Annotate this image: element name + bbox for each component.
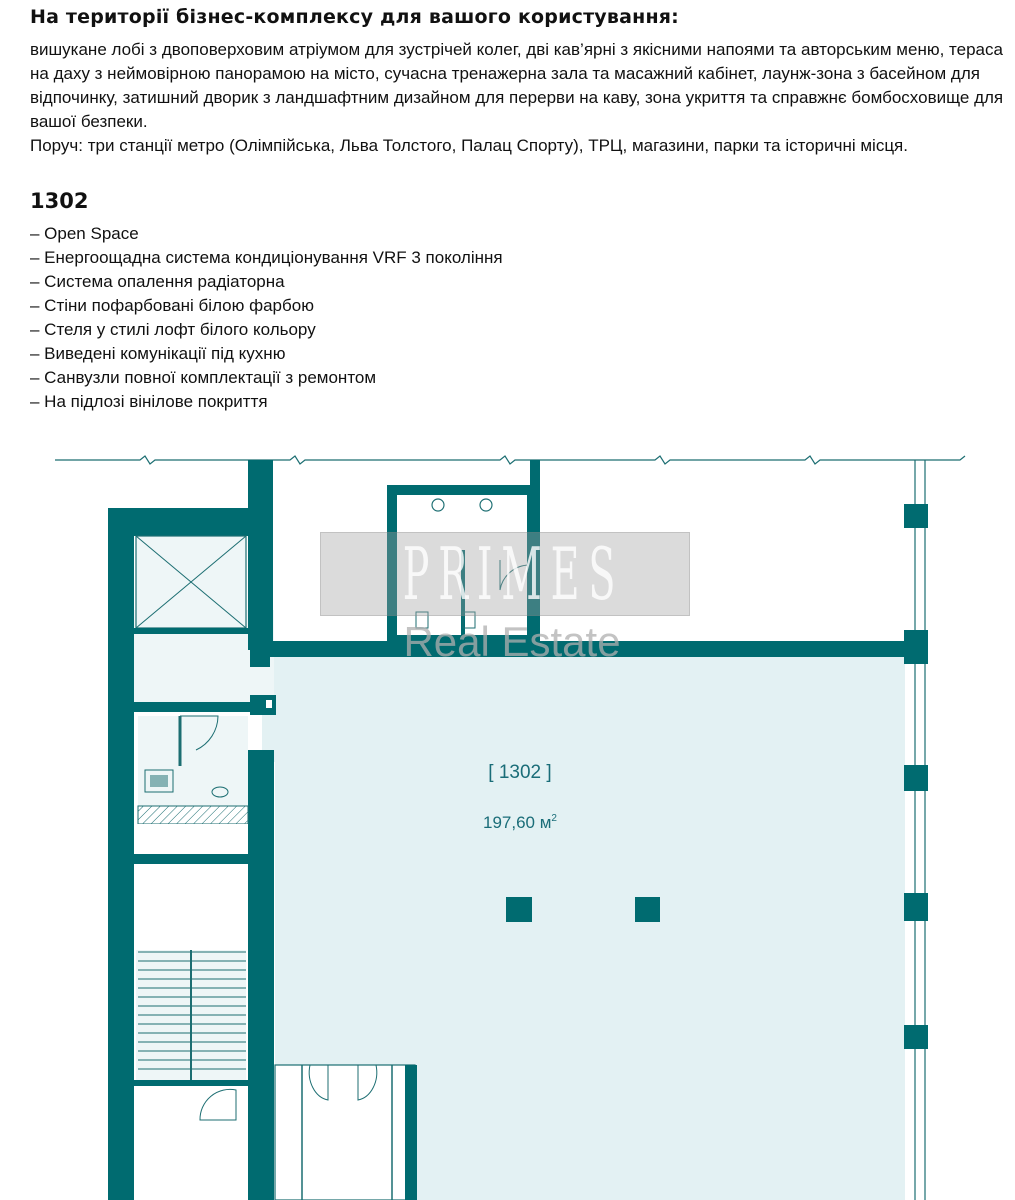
column — [506, 897, 532, 922]
glazing-line — [55, 456, 965, 464]
facade-column — [904, 765, 928, 791]
feature-item: – Виведені комунікації під кухню — [30, 344, 286, 363]
feature-item: – Стеля у стилі лофт білого кольору — [30, 320, 316, 339]
nearby-paragraph: Поруч: три станції метро (Олімпійська, Льва Толстого, Палац Спорту), ТРЦ, магазини, парки та історичні місця. — [30, 136, 908, 155]
facade-column — [904, 893, 928, 921]
toilet-icon — [150, 775, 168, 787]
wall — [108, 508, 268, 536]
column — [250, 695, 276, 715]
feature-item: – Система опалення радіаторна — [30, 272, 285, 291]
feature-item: – Енергоощадна система кондиціонування VRF 3 покоління — [30, 248, 503, 267]
page-heading: На території бізнес-комплексу для вашого користування: — [30, 6, 679, 28]
watermark-brand: PRIMES — [402, 532, 625, 616]
intro-text — [30, 38, 1005, 158]
column — [635, 897, 660, 922]
unit-area: 197,60 $м^2$ — [483, 813, 557, 832]
floor-plan — [0, 440, 1015, 1200]
door-swing — [200, 1089, 236, 1120]
wall — [134, 628, 248, 634]
wall — [134, 854, 250, 864]
feature-item: – Стіни пофарбовані білою фарбою — [30, 296, 314, 315]
wall — [405, 1065, 417, 1200]
shaft-hatched — [138, 806, 248, 824]
feature-item: – На підлозі вінілове покриття — [30, 392, 268, 411]
wall — [262, 641, 907, 657]
wall — [530, 460, 540, 645]
wall — [108, 508, 134, 1200]
wall — [134, 1080, 250, 1086]
column-core — [266, 700, 272, 708]
facade-column — [904, 1025, 928, 1049]
unit-title: 1302 — [30, 189, 89, 213]
wall — [248, 460, 273, 650]
unit-label: [ 1302 ] — [488, 762, 552, 783]
feature-item: – Open Space — [30, 224, 139, 243]
feature-item: – Санвузли повної комплектації з ремонтом — [30, 368, 377, 387]
features-list — [30, 222, 503, 414]
facade-column — [904, 504, 928, 528]
amenities-paragraph: вишукане лобі з двоповерховим атріумом для зустрічей колег, дві кав’ярні з якісними напоями та авторським меню, тераса на даху з неймовірною панорамою на місто, сучасна тренажерна зала та масажний кабінет, лаунж-зона з басейном для відпочинку, затишний дворик з ландшафтним дизайном для перерви на каву, зона укриття та справжнє бомбосховище для вашої безпеки. — [30, 40, 1004, 131]
facade-column — [904, 630, 928, 664]
entrance-vestibule — [275, 1065, 415, 1200]
watermark-subtitle: Real Estate — [403, 618, 621, 665]
